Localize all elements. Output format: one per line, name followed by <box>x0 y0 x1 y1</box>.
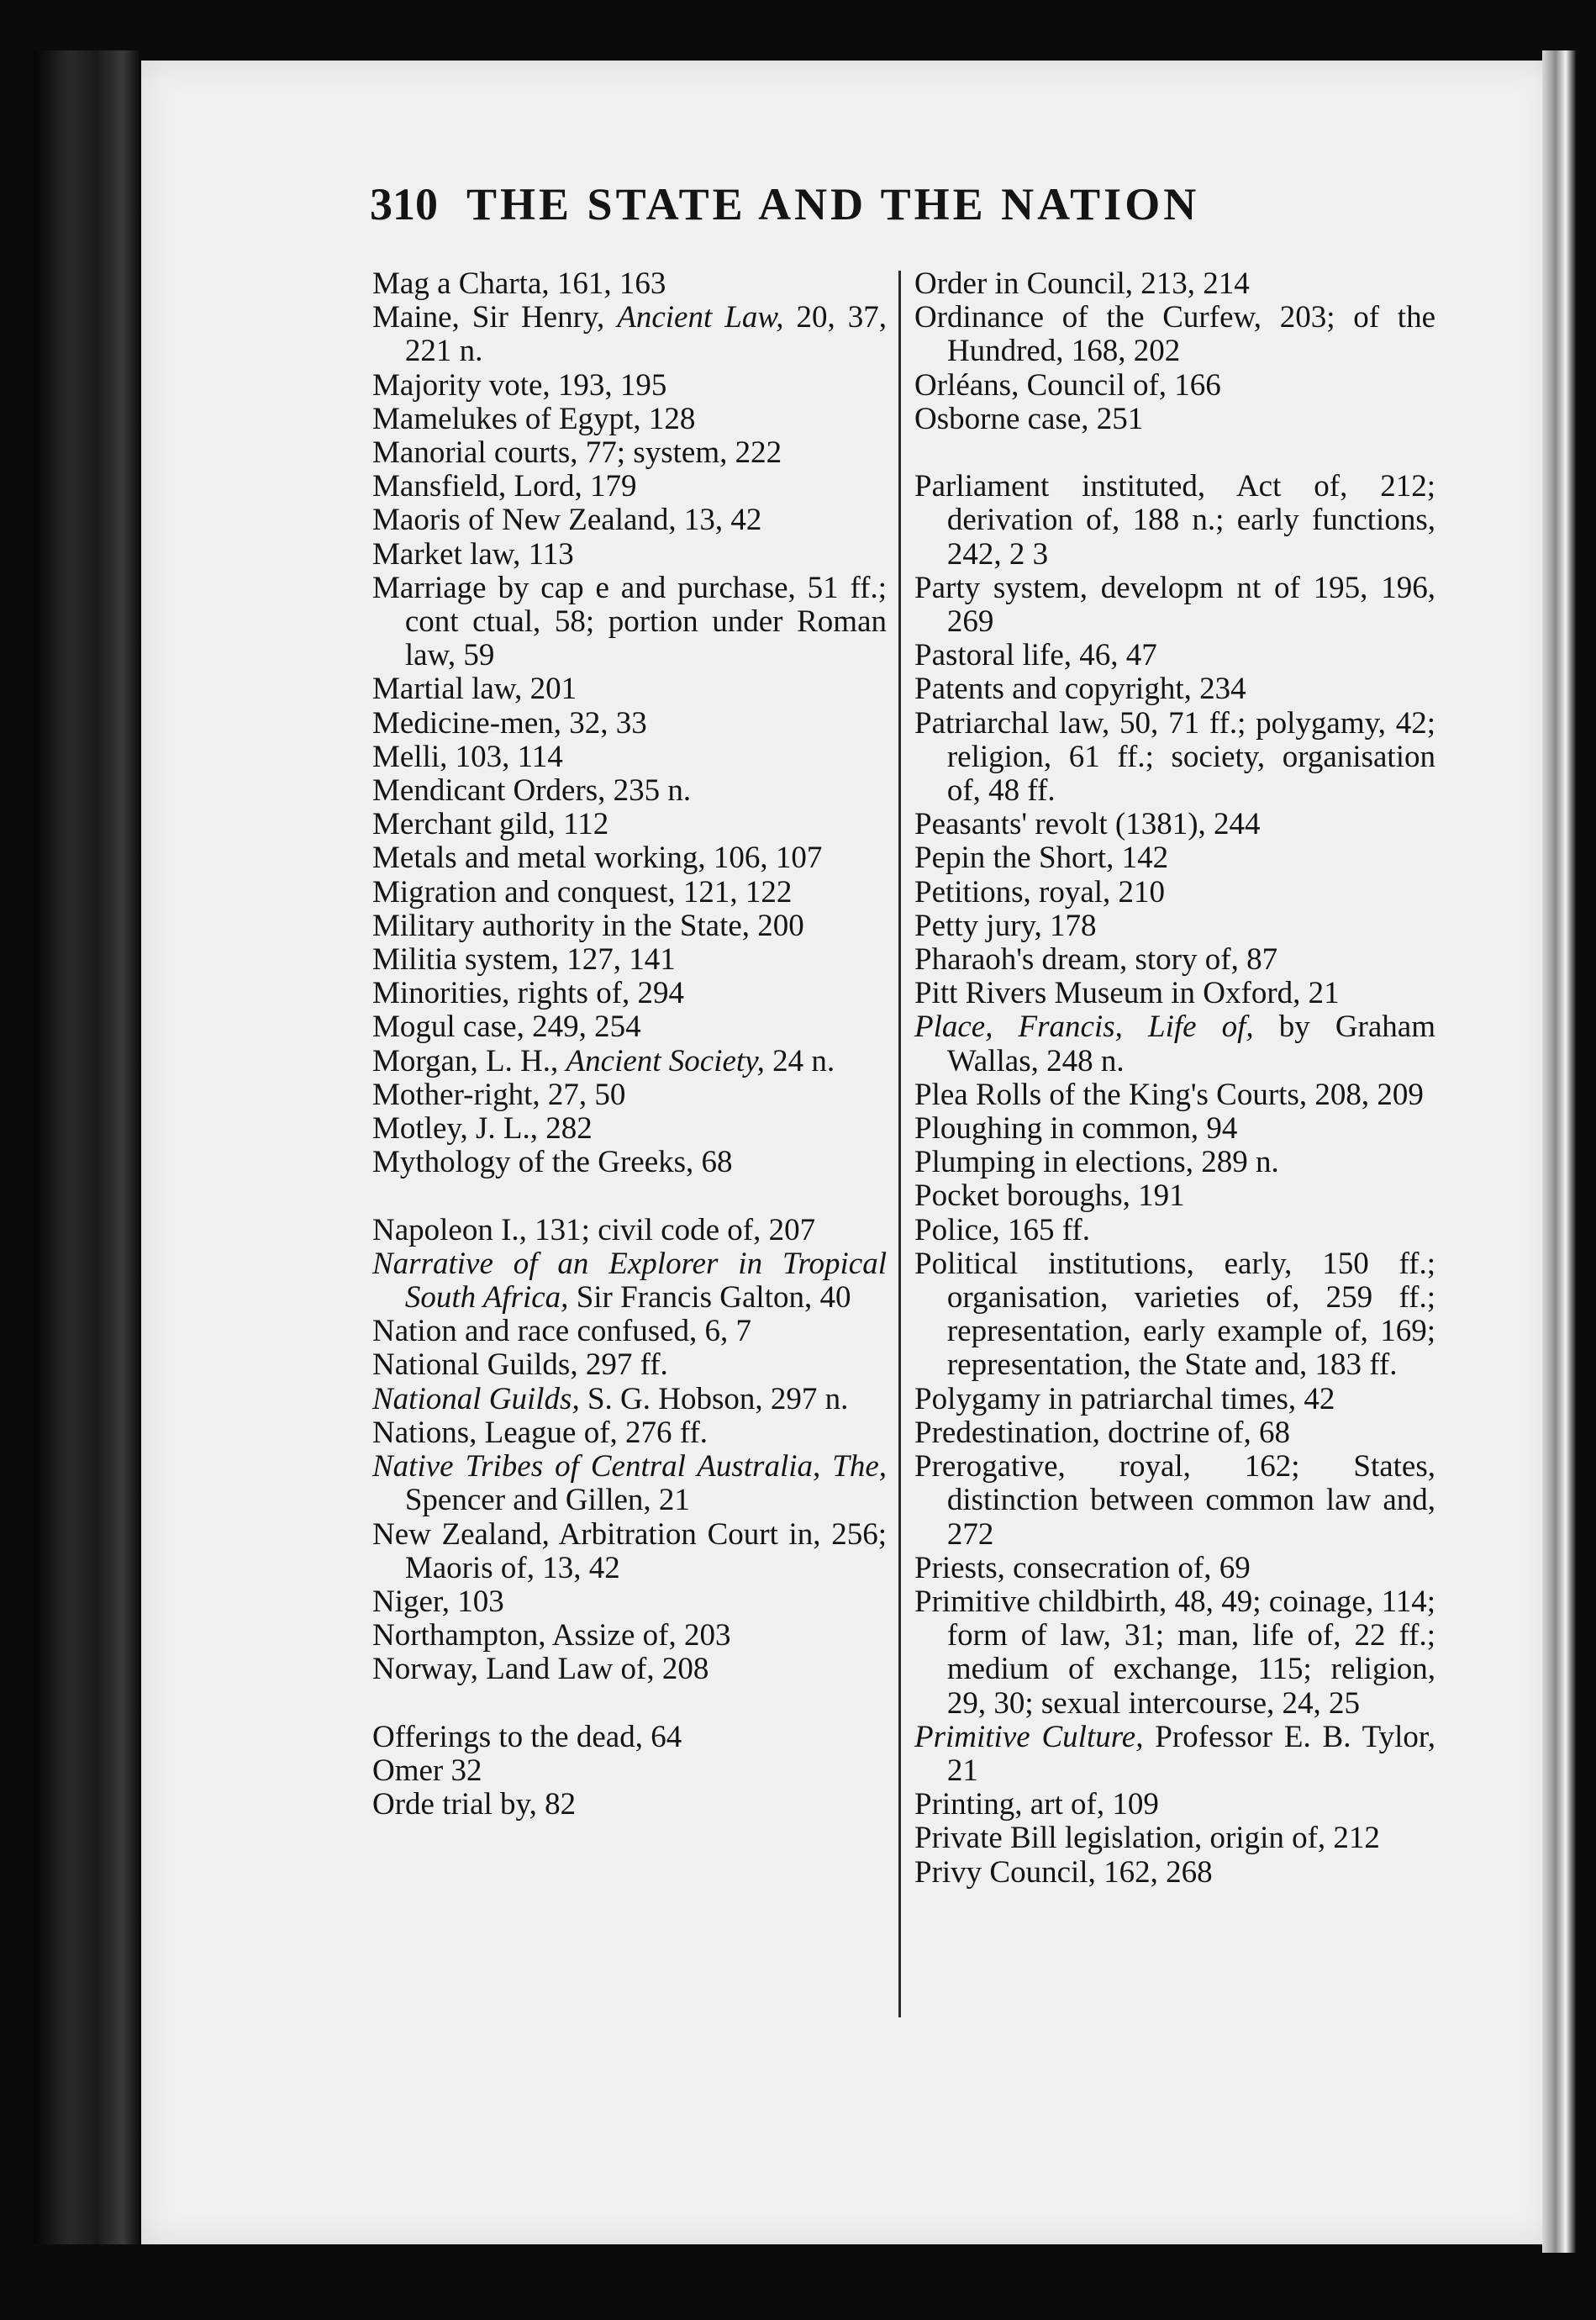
entry-text: Polygamy in patriarchal times, 42 <box>914 1381 1335 1416</box>
index-entry <box>372 1112 887 1146</box>
entry-text: Minorities, rights of, 294 <box>372 976 685 1011</box>
index-entry <box>914 369 1435 403</box>
entry-text: Offerings to the dead, 64 <box>372 1719 682 1754</box>
index-entry <box>914 572 1435 639</box>
entry-text: Mag a Charta, 161, 163 <box>372 266 666 301</box>
index-entry <box>372 977 887 1010</box>
entry-text: Pastoral life, 46, 47 <box>914 638 1157 673</box>
entry-text: Spencer and Gillen, 21 <box>404 1483 690 1518</box>
entry-text: Police, 165 ff. <box>914 1212 1090 1247</box>
entry-text: Manorial courts, 77; system, 222 <box>372 435 782 471</box>
entry-text: Ordinance of the Curfew, 203; of the Hundred, 168, 202 <box>914 300 1435 369</box>
entry-text: S. G. Hobson, 297 n. <box>579 1381 849 1416</box>
index-entry <box>372 1518 887 1585</box>
index-entry <box>914 1585 1435 1721</box>
page-edge <box>1542 50 1576 2253</box>
index-entry <box>914 1822 1435 1855</box>
entry-text: Mythology of the Greeks, 68 <box>372 1145 733 1180</box>
entry-text: by Graham Wallas, 248 n. <box>946 1010 1436 1078</box>
index-entry <box>372 1653 887 1686</box>
index-entry <box>914 910 1435 943</box>
index-entry <box>372 910 887 943</box>
entry-text: Napoleon I., 131; civil code of, 207 <box>372 1212 816 1247</box>
entry-title-italic: Ancient Society, <box>566 1043 765 1078</box>
index-entry <box>372 1721 887 1754</box>
entry-text: Professor E. B. Tylor, 21 <box>946 1719 1436 1788</box>
book-spine <box>34 50 139 2244</box>
index-entry <box>914 1416 1435 1450</box>
entry-text: Osborne case, 251 <box>914 401 1144 436</box>
entry-text: New Zealand, Arbitration Court in, 256; Maoris of, 13, 42 <box>372 1516 887 1585</box>
entry-text: Peasants' revolt (1381), 244 <box>914 807 1261 842</box>
index-entry <box>372 1416 887 1450</box>
entry-text: Market law, 113 <box>372 536 574 572</box>
entry-text: Mogul case, 249, 254 <box>372 1010 641 1045</box>
index-column-right <box>914 267 1435 1890</box>
index-entry <box>914 672 1435 706</box>
entry-text: Omer 32 <box>372 1753 482 1788</box>
entry-title-italic: Native Tribes of Central Australia, The, <box>372 1449 887 1484</box>
entry-text: Plumping in elections, 289 n. <box>914 1145 1279 1180</box>
index-entry <box>372 774 887 808</box>
index-entry <box>372 1010 887 1044</box>
index-entry <box>372 403 887 436</box>
index-entry <box>372 1619 887 1653</box>
index-entry <box>372 301 887 368</box>
index-entry <box>914 1112 1435 1146</box>
index-entry <box>914 1146 1435 1179</box>
index-entry <box>914 841 1435 875</box>
entry-text: Sir Francis Galton, 40 <box>568 1280 851 1316</box>
entry-text: Patents and copyright, 234 <box>914 672 1246 707</box>
index-entry <box>372 1383 887 1416</box>
index-entry <box>914 301 1435 368</box>
entry-text: Orde trial by, 82 <box>372 1787 577 1822</box>
entry-text: Primitive childbirth, 48, 49; coinage, 114; form of law, 31; man, life of, 22 ff.; medium of exchange, 115; religion, 29, 30; sexual intercourse, 24, 25 <box>914 1584 1435 1721</box>
entry-text: Predestination, doctrine of, 68 <box>914 1415 1290 1450</box>
page-number: 310 <box>370 179 438 229</box>
entry-text: Militia system, 127, 141 <box>372 942 676 978</box>
index-entry <box>914 943 1435 977</box>
entry-text: Migration and conquest, 121, 122 <box>372 874 793 910</box>
entry-text: Melli, 103, 114 <box>372 739 563 774</box>
entry-text: Niger, 103 <box>372 1584 504 1619</box>
index-entry <box>372 1078 887 1112</box>
entry-text: Mamelukes of Egypt, 128 <box>372 401 696 436</box>
entry-text: Party system, developm nt of 195, 196, 269 <box>914 570 1435 640</box>
running-title: THE STATE AND THE NATION <box>466 179 1200 229</box>
index-entry <box>914 267 1435 301</box>
index-entry <box>914 1450 1435 1552</box>
index-entry <box>914 977 1435 1010</box>
entry-text: Mendicant Orders, 235 n. <box>372 773 692 809</box>
index-entry <box>914 1788 1435 1822</box>
index-entry <box>372 267 887 301</box>
entry-text: Political institutions, early, 150 ff.; organisation, varieties of, 259 ff.; representation, early example of, 169; representation, the State and, 183 ff. <box>914 1246 1435 1383</box>
index-entry <box>914 707 1435 809</box>
entry-text: Maoris of New Zealand, 13, 42 <box>372 503 762 538</box>
index-entry <box>914 403 1435 436</box>
index-entry <box>372 436 887 470</box>
index-entry <box>914 639 1435 672</box>
index-entry <box>914 1214 1435 1247</box>
index-entry <box>372 1754 887 1788</box>
index-entry <box>372 1247 887 1315</box>
entry-text: Priests, consecration of, 69 <box>914 1550 1251 1585</box>
entry-text: Pepin the Short, 142 <box>914 841 1169 876</box>
index-entry <box>372 1788 887 1822</box>
index-column-left <box>372 267 887 1822</box>
index-entry <box>914 1179 1435 1213</box>
letter-gap <box>914 436 1435 470</box>
entry-text: Metals and metal working, 106, 107 <box>372 841 823 876</box>
entry-text: Morgan, L. H., <box>372 1043 566 1078</box>
index-entry <box>372 808 887 841</box>
entry-text: Pocket boroughs, 191 <box>914 1178 1185 1214</box>
entry-text: Norway, Land Law of, 208 <box>372 1652 709 1687</box>
index-entry <box>914 1552 1435 1585</box>
entry-text: Orléans, Council of, 166 <box>914 367 1221 403</box>
index-entry <box>914 1383 1435 1416</box>
entry-title-italic: Primitive Culture, <box>914 1719 1144 1754</box>
index-entry <box>914 1078 1435 1112</box>
page-header <box>370 178 1420 245</box>
entry-text: Motley, J. L., 282 <box>372 1111 593 1147</box>
entry-text: Nations, League of, 276 ff. <box>372 1415 708 1450</box>
index-entry <box>372 707 887 741</box>
index-entry <box>372 470 887 504</box>
entry-text: Private Bill legislation, origin of, 212 <box>914 1821 1380 1856</box>
index-entry <box>372 943 887 977</box>
index-entry <box>914 470 1435 572</box>
index-entry <box>372 672 887 706</box>
entry-text: National Guilds, 297 ff. <box>372 1347 668 1383</box>
entry-text: Nation and race confused, 6, 7 <box>372 1314 752 1349</box>
entry-text: Maine, Sir Henry, <box>372 300 618 335</box>
index-entry <box>914 1856 1435 1890</box>
entry-text: Military authority in the State, 200 <box>372 908 804 943</box>
letter-gap <box>372 1179 887 1213</box>
entry-title-italic: Narrative of an Explorer in Tropical South Africa, <box>372 1246 887 1316</box>
index-entry <box>372 876 887 910</box>
entry-title-italic: Place, Francis, Life of, <box>914 1010 1254 1045</box>
entry-text: Petitions, royal, 210 <box>914 874 1166 910</box>
index-entry <box>914 808 1435 841</box>
entry-text: Plea Rolls of the King's Courts, 208, 209 <box>914 1077 1424 1112</box>
entry-text: Pharaoh's dream, story of, 87 <box>914 942 1278 978</box>
entry-text: Mother-right, 27, 50 <box>372 1077 626 1112</box>
entry-text: Ploughing in common, 94 <box>914 1111 1238 1147</box>
entry-text: Printing, art of, 109 <box>914 1787 1159 1822</box>
entry-text: Merchant gild, 112 <box>372 807 609 842</box>
entry-text: Medicine-men, 32, 33 <box>372 705 647 741</box>
entry-text: Pitt Rivers Museum in Oxford, 21 <box>914 976 1340 1011</box>
entry-title-italic: Ancient Law, <box>617 300 784 335</box>
entry-text: Petty jury, 178 <box>914 908 1097 943</box>
entry-text: Martial law, 201 <box>372 672 577 707</box>
entry-text: 24 n. <box>764 1043 835 1078</box>
entry-text: Majority vote, 193, 195 <box>372 367 667 403</box>
index-entry <box>914 1247 1435 1383</box>
index-entry <box>372 1045 887 1078</box>
index-entry <box>372 1214 887 1247</box>
entry-text: 20, 37, 221 n. <box>404 300 888 369</box>
entry-text: Mansfield, Lord, 179 <box>372 469 637 504</box>
index-entry <box>372 572 887 673</box>
entry-text: Northampton, Assize of, 203 <box>372 1618 731 1653</box>
column-divider <box>898 271 901 2017</box>
entry-text: Patriarchal law, 50, 71 ff.; polygamy, 42; religion, 61 ff.; society, organisation of, 48 ff. <box>914 705 1435 809</box>
index-entry <box>914 1721 1435 1788</box>
index-entry <box>372 538 887 572</box>
entry-text: Order in Council, 213, 214 <box>914 266 1250 301</box>
index-entry <box>914 876 1435 910</box>
index-entry <box>372 369 887 403</box>
index-entry <box>372 504 887 537</box>
index-entry <box>372 1450 887 1517</box>
index-entry <box>372 741 887 774</box>
entry-text: Privy Council, 162, 268 <box>914 1854 1213 1890</box>
entry-text: Marriage by cap e and purchase, 51 ff.; cont ctual, 58; portion under Roman law, 59 <box>372 570 887 673</box>
entry-title-italic: National Guilds, <box>372 1381 580 1416</box>
index-entry <box>372 1315 887 1348</box>
index-entry <box>372 1348 887 1382</box>
letter-gap <box>372 1687 887 1721</box>
index-entry <box>914 1010 1435 1078</box>
index-entry <box>372 841 887 875</box>
index-entry <box>372 1585 887 1619</box>
index-entry <box>372 1146 887 1179</box>
entry-text: Prerogative, royal, 162; States, distinction between common law and, 272 <box>914 1449 1435 1552</box>
entry-text: Parliament instituted, Act of, 212; derivation of, 188 n.; early functions, 242, 2 3 <box>914 469 1435 572</box>
